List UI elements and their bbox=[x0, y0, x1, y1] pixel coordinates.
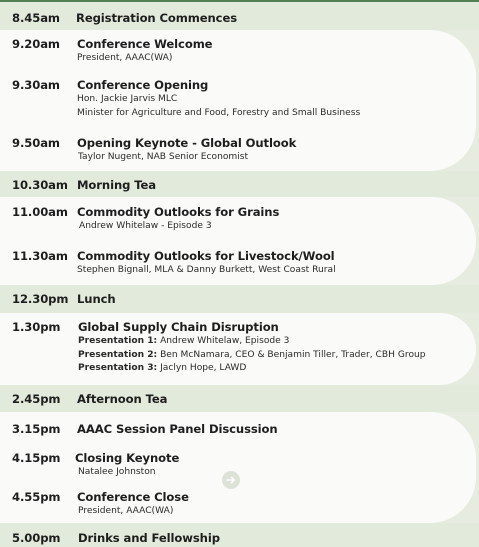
session-detail bbox=[77, 265, 336, 275]
session-title: Registration Commences bbox=[76, 11, 238, 25]
session-time: 11.30am bbox=[12, 249, 68, 263]
band-morning-tea bbox=[0, 171, 479, 197]
arrow-right-circle-icon[interactable] bbox=[222, 471, 240, 489]
detail-text: Natalee Johnston bbox=[78, 467, 156, 477]
session-title: Conference Close bbox=[77, 490, 189, 504]
session-time: 12.30pm bbox=[12, 292, 69, 306]
session-detail bbox=[78, 467, 156, 477]
detail-text: Jaclyn Hope, LAWD bbox=[157, 363, 247, 373]
session-detail bbox=[78, 506, 173, 516]
presentation-line bbox=[78, 363, 246, 373]
session-detail bbox=[77, 94, 177, 104]
presentation-line bbox=[78, 336, 289, 346]
detail-text: Andrew Whitelaw, Episode 3 bbox=[157, 336, 290, 346]
session-time: 8.45am bbox=[12, 11, 60, 25]
band-registration bbox=[0, 2, 479, 30]
session-title: AAAC Session Panel Discussion bbox=[77, 422, 278, 436]
session-time: 1.30pm bbox=[12, 320, 61, 334]
session-title: Afternoon Tea bbox=[77, 392, 168, 406]
session-time: 4.55pm bbox=[12, 490, 61, 504]
detail-text: President, AAAC(WA) bbox=[77, 53, 173, 63]
session-time: 9.50am bbox=[12, 136, 60, 150]
session-title: Commodity Outlooks for Livestock/Wool bbox=[77, 249, 335, 263]
session-time: 2.45pm bbox=[12, 392, 61, 406]
session-title: Global Supply Chain Disruption bbox=[78, 320, 279, 334]
detail-text: Hon. Jackie Jarvis MLC bbox=[77, 94, 178, 104]
presentation-label: Presentation 1: bbox=[78, 336, 158, 346]
session-title: Commodity Outlooks for Grains bbox=[77, 205, 280, 219]
session-title: Lunch bbox=[77, 292, 116, 306]
session-title: Morning Tea bbox=[77, 178, 156, 192]
presentation-label: Presentation 3: bbox=[78, 363, 158, 373]
session-title: Closing Keynote bbox=[75, 451, 180, 465]
session-time: 11.00am bbox=[12, 205, 68, 219]
detail-text: Andrew Whitelaw - Episode 3 bbox=[79, 221, 212, 231]
session-detail bbox=[77, 53, 172, 63]
detail-text: Stephen Bignall, MLA & Danny Burkett, West Coast Rural bbox=[77, 265, 336, 275]
session-detail bbox=[77, 108, 360, 118]
band-lunch bbox=[0, 285, 479, 313]
detail-text: President, AAAC(WA) bbox=[78, 506, 174, 516]
session-time: 3.15pm bbox=[12, 422, 61, 436]
presentation-label: Presentation 2: bbox=[78, 349, 158, 360]
detail-text: Minister for Agriculture and Food, Forestry and Small Business bbox=[77, 107, 361, 118]
session-time: 9.30am bbox=[12, 78, 60, 92]
session-detail bbox=[79, 221, 212, 231]
session-time: 5.00pm bbox=[12, 531, 61, 545]
session-title: Conference Welcome bbox=[77, 37, 213, 51]
session-time: 4.15pm bbox=[12, 451, 61, 465]
session-title: Opening Keynote - Global Outlook bbox=[77, 136, 297, 150]
band-afternoon-tea bbox=[0, 385, 479, 412]
session-time: 10.30am bbox=[12, 178, 68, 192]
session-title: Drinks and Fellowship bbox=[78, 531, 220, 545]
session-title: Conference Opening bbox=[77, 78, 209, 92]
band-drinks bbox=[0, 523, 479, 547]
session-time: 9.20am bbox=[12, 37, 60, 51]
presentation-line bbox=[78, 350, 426, 360]
detail-text: Taylor Nugent, NAB Senior Economist bbox=[78, 152, 249, 162]
detail-text: Ben McNamara, CEO & Benjamin Tiller, Trader, CBH Group bbox=[157, 349, 426, 360]
session-detail bbox=[78, 152, 248, 162]
